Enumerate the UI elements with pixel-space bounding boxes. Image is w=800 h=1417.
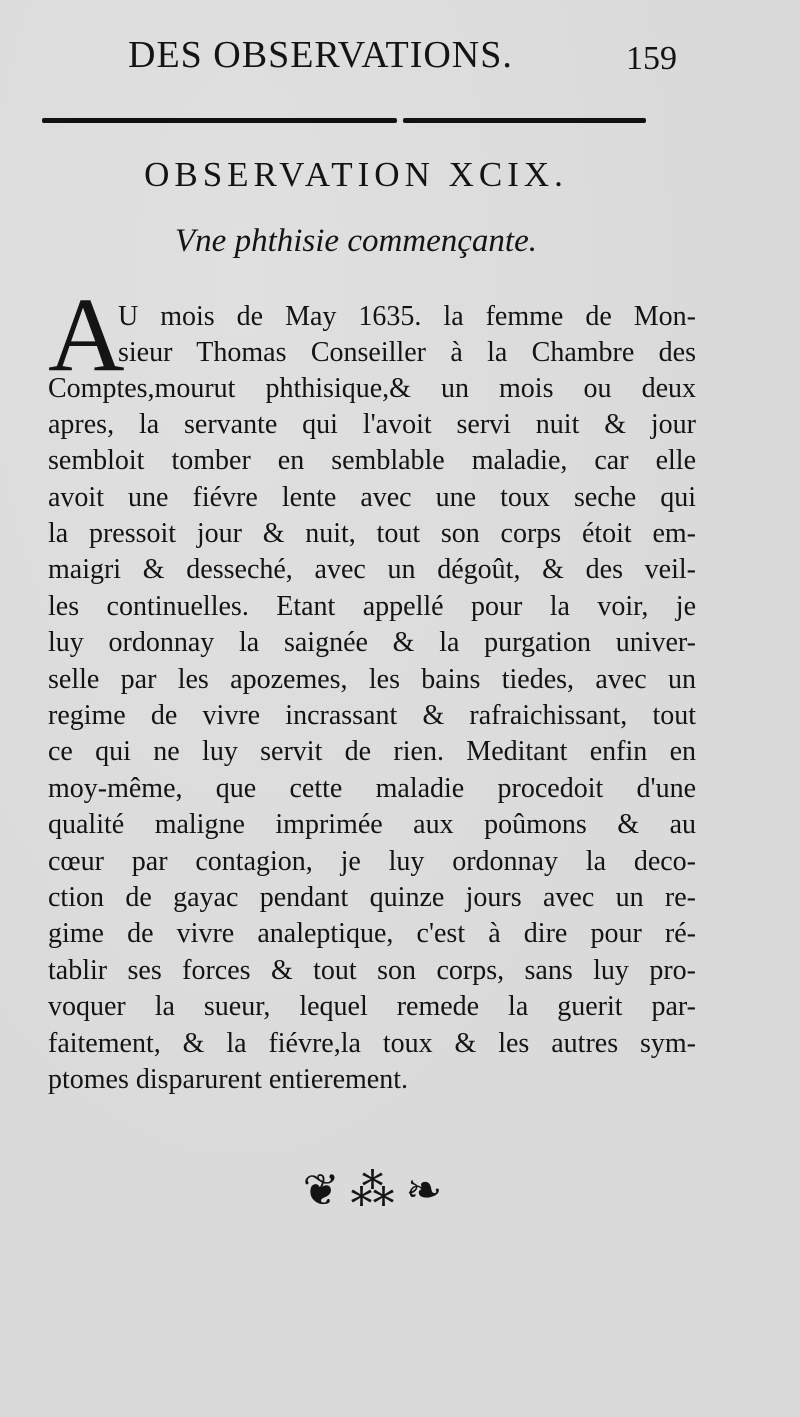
- running-title: DES OBSERVATIONS.: [128, 34, 513, 76]
- page-number: 159: [626, 40, 677, 77]
- text-line: tablir ses forces & tout son corps, sans luy pro-: [48, 955, 696, 986]
- text-line: U mois de May 1635. la femme de Mon-: [118, 301, 696, 332]
- text-line: sieur Thomas Conseiller à la Chambre des: [118, 337, 696, 368]
- text-line: faitement, & la fiévre,la toux & les autres sym-: [48, 1028, 696, 1059]
- text-line: qualité maligne imprimée aux poûmons & au: [48, 809, 696, 840]
- text-line: les continuelles. Etant appellé pour la voir, je: [48, 591, 696, 622]
- text-line-last: ptomes disparurent entierement.: [48, 1064, 408, 1095]
- text-line: voquer la sueur, lequel remede la guerit par-: [48, 991, 696, 1022]
- text-line: luy ordonnay la saignée & la purgation univer-: [48, 627, 696, 658]
- fleuron-ornament-icon: ❦ ⁂ ❧: [302, 1166, 443, 1215]
- text-line: apres, la servante qui l'avoit servi nuit & jour: [48, 409, 696, 440]
- header-rule-right: [403, 118, 646, 123]
- text-line: regime de vivre incrassant & rafraichissant, tout: [48, 700, 696, 731]
- text-line: ction de gayac pendant quinze jours avec un re-: [48, 882, 696, 913]
- text-line: Comptes,mourut phthisique,& un mois ou deux: [48, 373, 696, 404]
- header-rule-left: [42, 118, 397, 123]
- text-line: gime de vivre analeptique, c'est à dire pour ré-: [48, 918, 696, 949]
- text-line: cœur par contagion, je luy ordonnay la deco-: [48, 846, 696, 877]
- text-line: moy-même, que cette maladie procedoit d'une: [48, 773, 696, 804]
- observation-title: OBSERVATION XCIX.: [144, 155, 568, 194]
- text-line: selle par les apozemes, les bains tiedes, avec un: [48, 664, 696, 695]
- text-line: sembloit tomber en semblable maladie, car elle: [48, 445, 696, 476]
- observation-subtitle: Vne phthisie commençante.: [175, 223, 537, 259]
- running-head: [0, 30, 800, 80]
- text-line: maigri & desseché, avec un dégoût, & des veil-: [48, 554, 696, 585]
- drop-cap: A: [48, 285, 125, 385]
- text-line: ce qui ne luy servit de rien. Meditant enfin en: [48, 736, 696, 767]
- text-line: avoit une fiévre lente avec une toux seche qui: [48, 482, 696, 513]
- text-line: la pressoit jour & nuit, tout son corps étoit em-: [48, 518, 696, 549]
